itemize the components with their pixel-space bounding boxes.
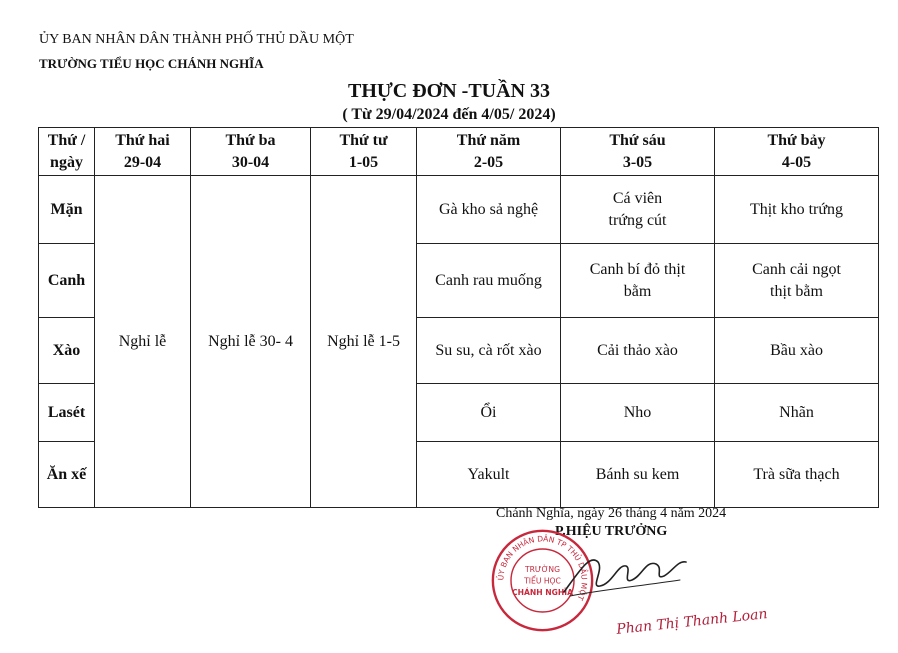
date-range: ( Từ 29/04/2024 đến 4/05/ 2024) <box>342 106 556 123</box>
meal-cell: Su su, cà rốt xào <box>417 318 561 384</box>
day-header: Thứ tư 1-05 <box>311 128 417 176</box>
meal-cell: Canh rau muống <box>417 244 561 318</box>
menu-table <box>38 127 879 508</box>
row-label: Xào <box>39 318 95 384</box>
row-label: Canh <box>39 244 95 318</box>
corner-cell: Thứ / ngày <box>39 128 95 176</box>
day-header: Thứ sáu 3-05 <box>561 128 715 176</box>
meal-cell: Cá viên trứng cút <box>561 176 715 244</box>
header-row <box>39 128 879 176</box>
meal-cell: Bánh su kem <box>561 442 715 508</box>
meal-cell: Gà kho sả nghệ <box>417 176 561 244</box>
day-header: Thứ ba 30-04 <box>191 128 311 176</box>
meal-cell: Cải thảo xào <box>561 318 715 384</box>
day-header: Thứ năm 2-05 <box>417 128 561 176</box>
meal-cell: Nhãn <box>715 384 879 442</box>
holiday-cell: Nghỉ lễ 1-5 <box>311 176 417 508</box>
seal-center-line: CHÁNH NGHĨA <box>511 587 574 597</box>
row-label: Mặn <box>39 176 95 244</box>
meal-cell: Thịt kho trứng <box>715 176 879 244</box>
day-header: Thứ bảy 4-05 <box>715 128 879 176</box>
meal-cell: Yakult <box>417 442 561 508</box>
meal-cell: Bầu xào <box>715 318 879 384</box>
place-date: Chánh Nghĩa, ngày 26 tháng 4 năm 2024 <box>496 506 727 521</box>
holiday-cell: Nghỉ lễ 30- 4 <box>191 176 311 508</box>
meal-cell: Trà sữa thạch <box>715 442 879 508</box>
signer-role: P.HIỆU TRƯỞNG <box>555 524 668 539</box>
seal-center-line: TIỂU HỌC <box>524 576 561 586</box>
signer-name: Phan Thị Thanh Loan <box>615 606 769 638</box>
school-name: TRƯỜNG TIỂU HỌC CHÁNH NGHĨA <box>39 56 264 71</box>
row-label: Lasét <box>39 384 95 442</box>
organization-name: ỦY BAN NHÂN DÂN THÀNH PHỐ THỦ DẦU MỘT <box>39 32 354 47</box>
seal-ring-text: ỦY BAN NHÂN DÂN TP THỦ DẦU MỘT <box>496 534 589 602</box>
meal-cell: Canh bí đỏ thịt bằm <box>561 244 715 318</box>
page-title: THỰC ĐƠN -TUẦN 33 <box>347 80 551 102</box>
holiday-cell: Nghỉ lễ <box>95 176 191 508</box>
meal-cell: Ổi <box>417 384 561 442</box>
row-label: Ăn xế <box>39 442 95 508</box>
day-header: Thứ hai 29-04 <box>95 128 191 176</box>
handwritten-signature <box>560 540 690 600</box>
seal-center-line: TRƯỜNG <box>524 564 561 574</box>
meal-cell: Nho <box>561 384 715 442</box>
table-row <box>39 176 879 244</box>
meal-cell: Canh cải ngọt thịt bằm <box>715 244 879 318</box>
